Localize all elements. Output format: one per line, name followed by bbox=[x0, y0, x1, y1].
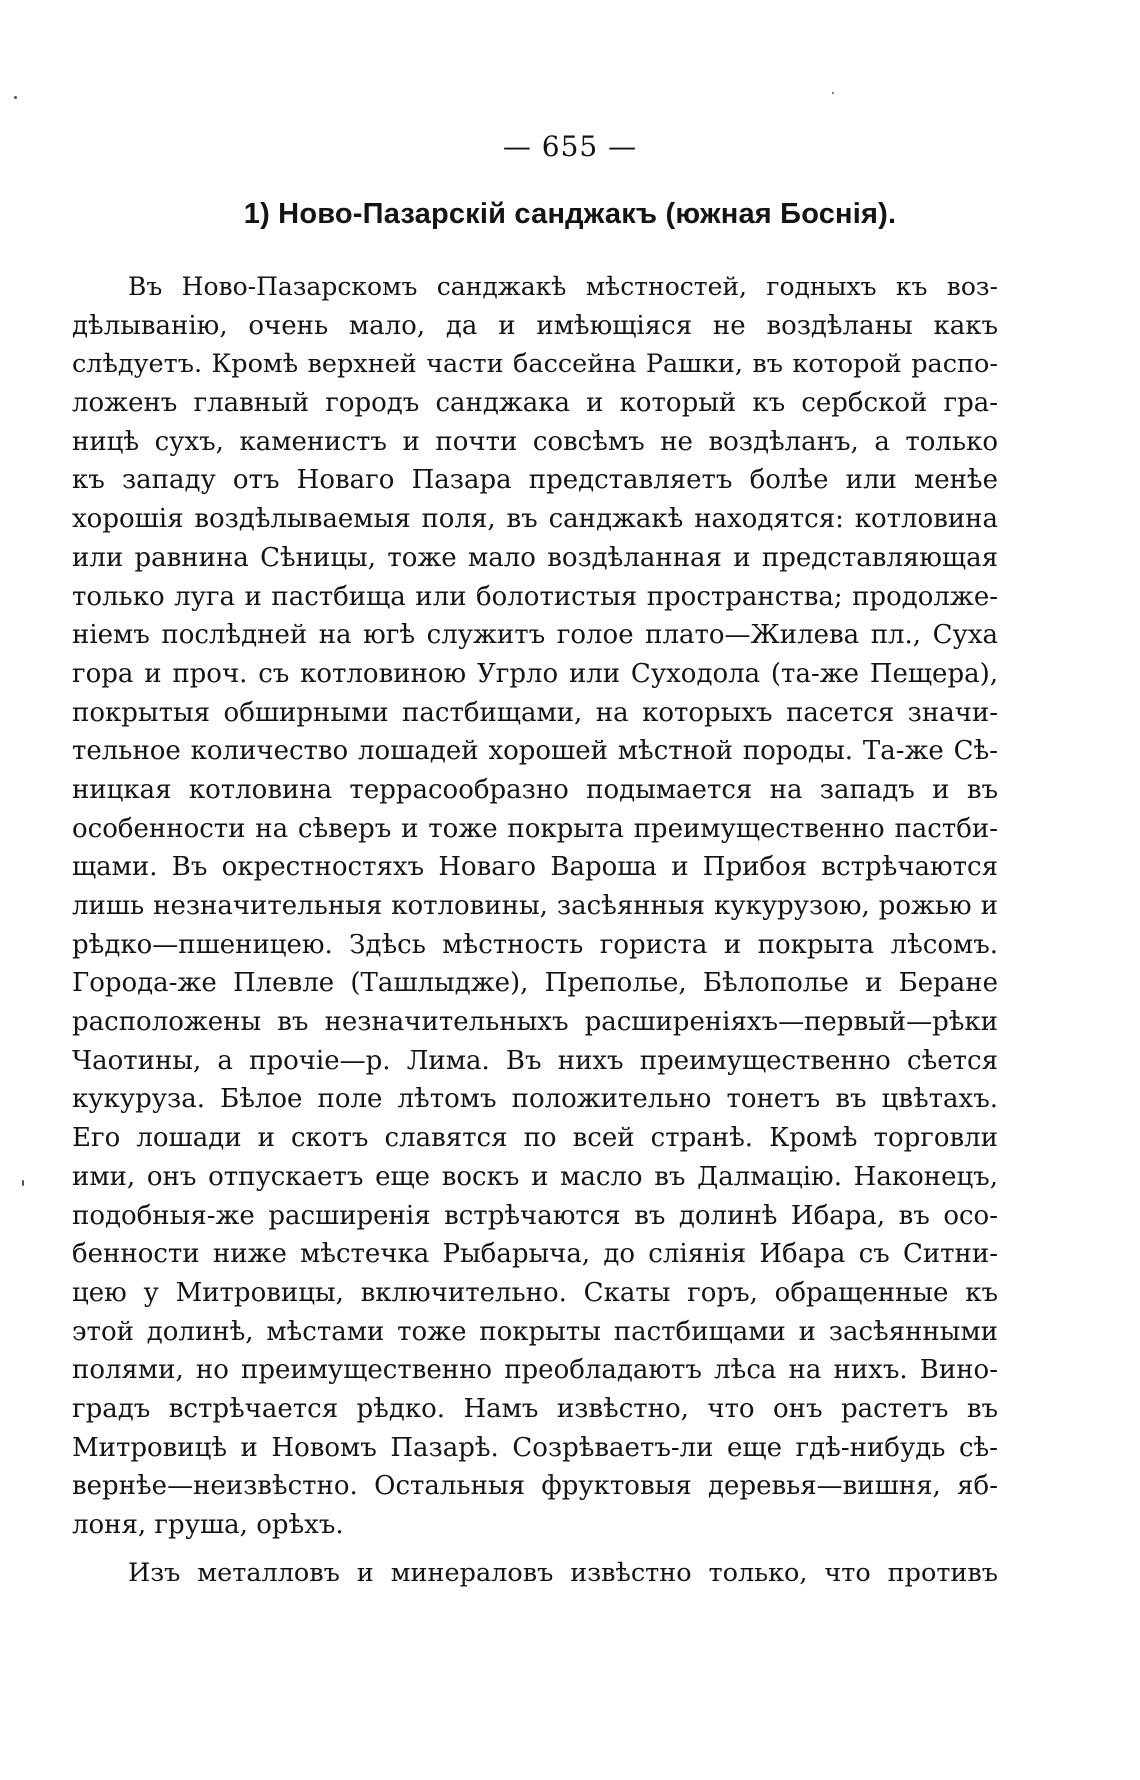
paragraph-gap bbox=[72, 1545, 998, 1554]
text-line: вернѣе—неизвѣстно. Остальныя фруктовыя деревья—вишня, яб- bbox=[72, 1471, 998, 1502]
text-line: полями, но преимущественно преобладаютъ лѣса на нихъ. Вино- bbox=[72, 1355, 998, 1386]
text-line: Митровицѣ и Новомъ Пазарѣ. Созрѣваетъ-ли еще гдѣ-нибудь сѣ- bbox=[72, 1432, 998, 1463]
text-line: градъ встрѣчается рѣдко. Намъ извѣстно, что онъ растетъ въ bbox=[72, 1393, 998, 1424]
text-line: дѣлыванію, очень мало, да и имѣющіяся не воздѣланы какъ bbox=[72, 310, 998, 341]
text-line: лоня, груша, орѣхъ. bbox=[72, 1510, 344, 1540]
section-heading: 1) Ново-Пазарскій санджакъ (южная Боснія). bbox=[243, 198, 897, 230]
scan-speck bbox=[14, 96, 17, 99]
text-line: ими, онъ отпускаетъ еще воскъ и масло въ Далмацію. Наконецъ, bbox=[72, 1161, 998, 1192]
text-line: слѣдуетъ. Кромѣ верхней части бассейна Рашки, въ которой распо- bbox=[72, 349, 998, 380]
page-number: — 655 — bbox=[502, 130, 638, 163]
text-line: Города-же Плевле (Ташлыдже), Преполье, Бѣлополье и Беране bbox=[72, 968, 998, 999]
text-line: покрытыя обширными пастбищами, на которыхъ пасется значи- bbox=[72, 697, 998, 728]
body-text bbox=[72, 268, 998, 1592]
text-line: лишь незначительныя котловины, засѣянныя кукурузою, рожью и bbox=[72, 891, 998, 921]
text-line: бенности ниже мѣстечка Рыбарыча, до сліянія Ибара съ Ситни- bbox=[72, 1239, 998, 1270]
text-line: кукуруза. Бѣлое поле лѣтомъ положительно тонетъ въ цвѣтахъ. bbox=[72, 1084, 998, 1115]
text-line: или равнина Сѣницы, тоже мало воздѣланная и представляющая bbox=[72, 542, 998, 573]
text-line: тельное количество лошадей хорошей мѣстной породы. Та-же Сѣ- bbox=[72, 736, 998, 767]
scan-speck bbox=[832, 92, 834, 94]
text-line: ницѣ сухъ, каменистъ и почти совсѣмъ не воздѣланъ, а только bbox=[72, 426, 998, 457]
text-line: хорошія воздѣлываемыя поля, въ санджакѣ находятся: котловина bbox=[72, 504, 998, 535]
text-line: этой долинѣ, мѣстами тоже покрыты пастбищами и засѣянными bbox=[72, 1316, 998, 1347]
text-line: особенности на сѣверъ и тоже покрыта преимущественно пастби- bbox=[72, 813, 998, 844]
text-line: щами. Въ окрестностяхъ Новаго Вароша и Прибоя встрѣчаются bbox=[72, 852, 998, 883]
text-line: рѣдко—пшеницею. Здѣсь мѣстность гориста и покрыта лѣсомъ. bbox=[72, 929, 998, 960]
text-line: къ западу отъ Новаго Пазара представляетъ болѣе или менѣе bbox=[72, 465, 998, 496]
text-line: Изъ металловъ и минераловъ извѣстно только, что противъ bbox=[128, 1557, 998, 1588]
text-line: только луга и пастбища или болотистыя пространства; продолже- bbox=[72, 581, 998, 612]
text-line: ницкая котловина террасообразно подымается на западъ и въ bbox=[72, 774, 998, 805]
text-line: подобныя-же расширенія встрѣчаются въ долинѣ Ибара, въ осо- bbox=[72, 1200, 998, 1231]
text-line: Чаотины, а прочіе—р. Лима. Въ нихъ преимущественно сѣется bbox=[72, 1045, 998, 1076]
text-line: гора и проч. съ котловиною Угрло или Суходола (та-же Пещера), bbox=[72, 658, 998, 689]
text-line: расположены въ незначительныхъ расширеніяхъ—первый—рѣки bbox=[72, 1007, 998, 1038]
text-line: ніемъ послѣдней на югѣ служитъ голое плато—Жилева пл., Суха bbox=[72, 620, 998, 651]
text-line: цею у Митровицы, включительно. Скаты горъ, обращенные къ bbox=[72, 1277, 998, 1308]
text-line: ложенъ главный городъ санджака и который къ сербской гра- bbox=[72, 388, 998, 419]
text-line: Его лошади и скотъ славятся по всей странѣ. Кромѣ торговли bbox=[72, 1123, 998, 1154]
text-line: Въ Ново-Пазарскомъ санджакѣ мѣстностей, годныхъ къ воз- bbox=[128, 272, 998, 301]
scan-speck bbox=[22, 1180, 24, 1186]
